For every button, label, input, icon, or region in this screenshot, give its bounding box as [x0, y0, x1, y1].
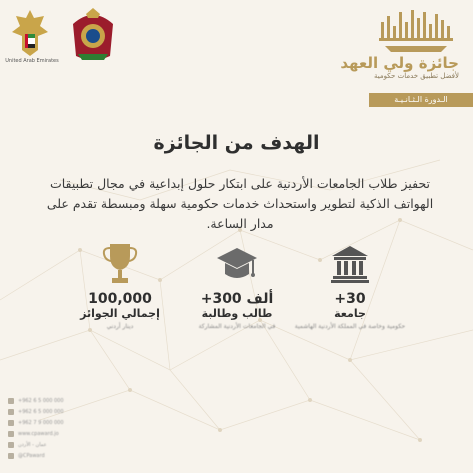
stat-total-prizes [60, 240, 180, 331]
goal-text: تحفيز طلاب الجامعات الأردنية على ابتكار حلول إبداعية في مجال تطبيقات الهواتف الذكية لتطوير واستحداث خدمات حكومية سهلة ومبسطة تقدم على مدار الساعة. [46, 176, 434, 231]
award-subtitle: لأفضل تطبيق خدمات حكومية [373, 72, 459, 80]
stat-value: +300 ألف [200, 291, 274, 307]
stat-universities [290, 240, 410, 331]
graduation-cap-icon [215, 244, 259, 284]
contact-row [8, 418, 168, 428]
contact-row [8, 429, 168, 439]
goal-title: الهدف من الجائزة [153, 132, 320, 154]
stat-label: جامعة [334, 307, 366, 320]
contact-text: +962 6 5 000 000 [18, 398, 64, 404]
header [0, 0, 473, 110]
stat-description: حكومية وخاصة في المملكة الأردنية الهاشمية [294, 323, 406, 330]
contact-text: +962 6 5 000 000 [18, 409, 64, 415]
social-icon [8, 453, 14, 459]
phone-icon [8, 398, 14, 404]
stat-label: إجمالي الجوائز [80, 307, 160, 320]
contact-text: عمان - الأردن [18, 442, 47, 448]
fax-icon [8, 409, 14, 415]
mobile-icon [8, 420, 14, 426]
web-icon [8, 431, 14, 437]
contact-row [8, 451, 168, 461]
stat-label: طالب وطالبة [201, 307, 273, 320]
session-badge: الـدورة الـثـانـيـة [369, 93, 473, 107]
university-icon [330, 244, 370, 284]
contact-row [8, 407, 168, 417]
address-icon [8, 442, 14, 448]
contact-row [8, 396, 168, 406]
trophy-icon [102, 242, 138, 286]
contact-list [8, 396, 168, 462]
uae-caption: United Arab Emirates [5, 58, 59, 64]
stat-value: 100,000 [88, 291, 152, 307]
contact-text: @CPaward [18, 453, 45, 459]
stat-students [177, 240, 297, 331]
contact-text: www.cpaward.jo [18, 431, 59, 437]
award-logo-icon [371, 8, 461, 58]
stat-description: في الجامعات الأردنية المشاركة [198, 323, 276, 330]
contact-text: +962 7 9 000 000 [18, 420, 64, 426]
stat-value: +30 [334, 291, 366, 307]
award-title: جائزة ولي العهد [340, 54, 459, 72]
uae-emblem-icon [8, 6, 52, 62]
contact-row [8, 440, 168, 450]
stat-description: دينار أردني [106, 323, 134, 330]
jordan-emblem-icon [68, 6, 118, 64]
